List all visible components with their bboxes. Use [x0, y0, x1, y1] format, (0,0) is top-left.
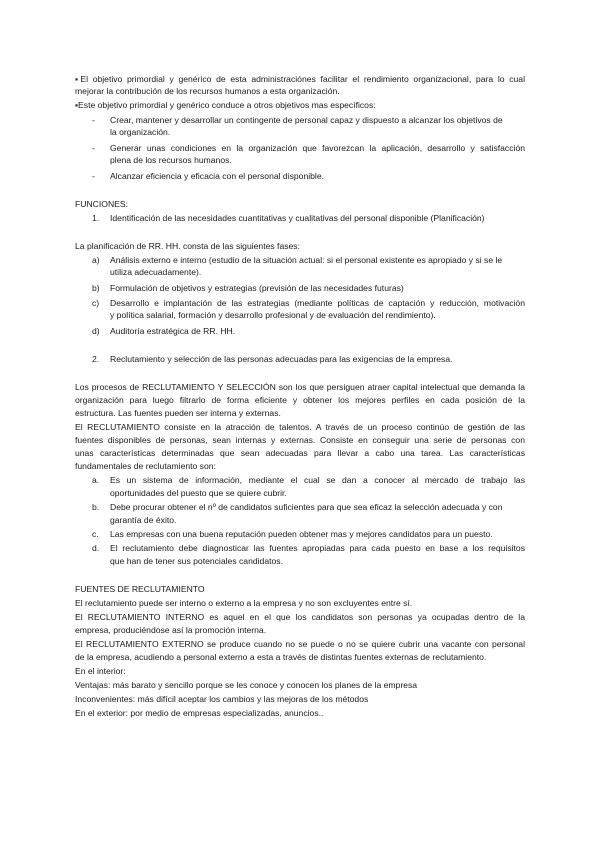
sub-item-2-cont: plena de los recursos humanos.	[110, 155, 232, 165]
sub-item-2: Generar unas condiciones en la organización que favorezcan la aplicación, desarrollo y satisfacción	[110, 143, 525, 153]
phases-intro: La planificación de RR. HH. consta de las siguientes fases:	[75, 241, 300, 251]
item-number: 2.	[92, 354, 100, 364]
fuentes-line: empresa, produciéndose así la promoción interna.	[75, 625, 267, 635]
phase-c: Desarrollo e implantación de las estrategias (mediante políticas de captación y reducción, motivación	[110, 298, 525, 308]
phase-b: Formulación de objetivos y estrategias (previsión de las necesidades futuras)	[110, 283, 404, 293]
intro-bullet-1: ▪El objetivo primordial y genérico de esta administraciónes facilitar el rendimiento organizacional, para lo cual	[75, 74, 525, 84]
fuentes-line: Inconvenientes: más difícil aceptar los cambios y las mejoras de los métodos	[75, 694, 369, 704]
phase-marker: b)	[92, 283, 100, 293]
funcion-2: Reclutamiento y selección de las personas adecuadas para las exigencias de la empresa.	[110, 354, 453, 364]
char-a: Es un sistema de información, mediante el cual se dan a conocer al mercado de trabajo las	[110, 475, 525, 485]
sub-item-1: Crear, mantener y desarrollar un contingente de personal capaz y dispuesto a alcanzar los objetivos de	[110, 115, 503, 125]
phase-marker: c)	[92, 298, 100, 308]
phase-d: Auditoría estratégica de RR. HH.	[110, 326, 236, 336]
char-d-cont: que han de tener sus potenciales candidatos.	[110, 556, 283, 566]
reclutamiento-p1-l2: organización para luego filtrarlo de forma eficiente y obtener los mejores perfiles en cada posición de la	[75, 395, 525, 405]
reclutamiento-p2-l2: fuentes disponibles de personas, sean internas y externas. Consiste en conseguir una serie de personas con	[75, 435, 525, 445]
dash-marker: -	[92, 171, 95, 181]
funcion-1: Identificación de las necesidades cuantitativas y cualitativas del personal disponible (Planificación)	[110, 213, 485, 223]
char-c: Las empresas con una buena reputación pueden obtener mas y mejores candidatos para un puesto.	[110, 529, 493, 539]
funciones-heading: FUNCIONES:	[75, 199, 128, 209]
sub-item-1-cont: la organización.	[110, 127, 171, 137]
fuentes-line: El RECLUTAMIENTO INTERNO es aquel en el que los candidatos son personas ya ocupadas dentro de la	[75, 612, 525, 622]
char-b-cont: garantía de éxito.	[110, 515, 177, 525]
phase-a-cont: utiliza adecuadamente).	[110, 267, 202, 277]
fuentes-line: En el exterior: por medio de empresas especializadas, anuncios..	[75, 708, 324, 718]
reclutamiento-p2-l4: fundamentales de reclutamiento son:	[75, 461, 216, 471]
char-marker: a.	[92, 475, 100, 485]
phase-marker: a)	[92, 255, 100, 265]
phase-marker: d)	[92, 326, 100, 336]
char-marker: d.	[92, 543, 100, 553]
char-marker: b.	[92, 502, 100, 512]
char-marker: c.	[92, 529, 99, 539]
char-a-cont: oportunidades del puesto que se quiere cubrir.	[110, 488, 287, 498]
reclutamiento-p2-l3: unas características determinadas que sean adecuadas para llevar a cabo una tarea. Las características	[75, 448, 525, 458]
dash-marker: -	[92, 143, 95, 153]
intro-bullet-2: ▪Este objetivo primordial y genérico conduce a otros objetivos mas específicos:	[75, 100, 376, 110]
fuentes-line: El reclutamiento puede ser interno o externo a la empresa y no son excluyentes entre sí.	[75, 598, 413, 608]
reclutamiento-p1-l1: Los procesos de RECLUTAMIENTO Y SELECCIÓN son los que persiguen atraer capital intelectual que demanda la	[75, 382, 525, 392]
fuentes-line: de la empresa, acudiendo a personal externo a esta a través de distintas fuentes externas de reclutamiento.	[75, 652, 487, 662]
char-d: El reclutamiento debe diagnosticar las fuentes apropiadas para cada puesto en base a los requisitos	[110, 543, 525, 553]
phase-a: Análisis externo e interno (estudio de la situación actual: si el personal existente es apropiado y si se le	[110, 255, 503, 265]
fuentes-line: El RECLUTAMIENTO EXTERNO se produce cuando no se puede o no se quiere cubrir una vacante con personal	[75, 639, 525, 649]
phase-c-cont: y política salarial, formación y desarrollo profesional y de evaluación del rendimiento).	[110, 310, 436, 320]
fuentes-line: En el interior:	[75, 666, 126, 676]
sub-item-3: Alcanzar eficiencia y eficacia con el personal disponible.	[110, 171, 325, 181]
item-number: 1.	[92, 213, 100, 223]
fuentes-line: Ventajas: más barato y sencillo porque se les conoce y conocen los planes de la empresa	[75, 680, 418, 690]
intro-bullet-1-cont: mejorar la contribución de los recursos humanos a esta organización.	[75, 86, 340, 96]
char-b: Debe procurar obtener el nº de candidatos suficientes para que sea eficaz la selección adecuada y con	[110, 502, 503, 512]
reclutamiento-p1-l3: estructura. Las fuentes pueden ser interna y externas.	[75, 408, 281, 418]
dash-marker: -	[92, 115, 95, 125]
reclutamiento-p2-l1: El RECLUTAMIENTO consiste en la atracción de talentos. A través de un proceso continúo de gestión de las	[75, 422, 525, 432]
fuentes-heading: FUENTES DE RECLUTAMIENTO	[75, 584, 205, 594]
